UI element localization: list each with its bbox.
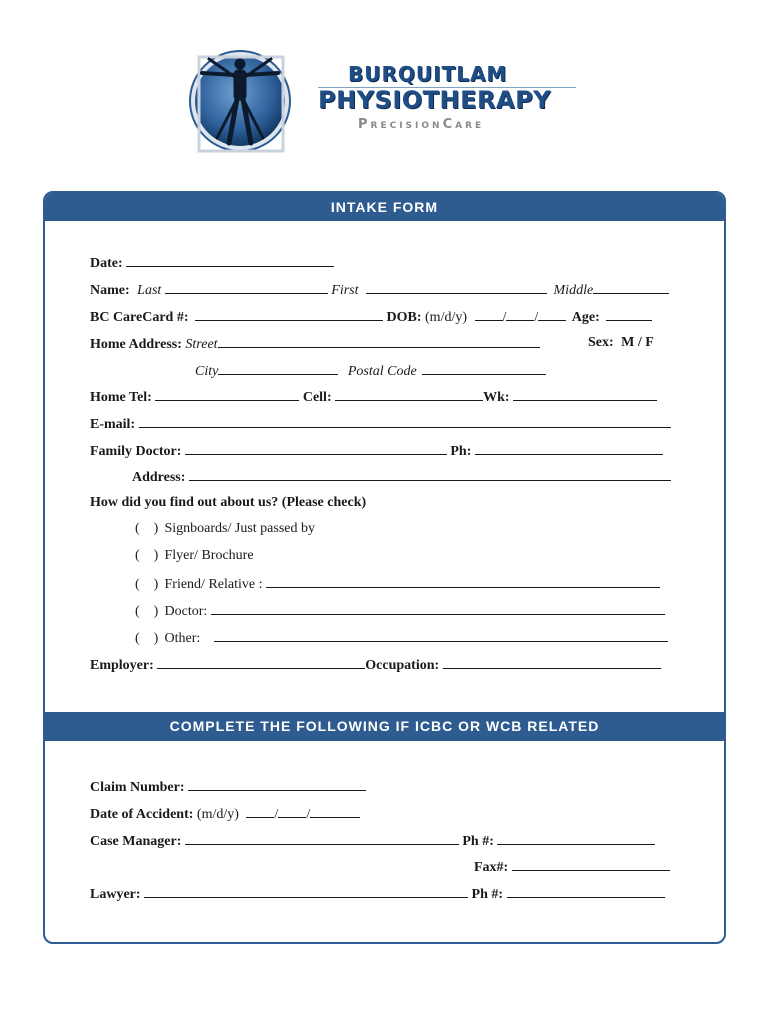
wk-field[interactable] bbox=[513, 388, 657, 401]
case-manager-ph-label: Ph #: bbox=[462, 834, 494, 849]
brand-name-line1: BURQUITLAM bbox=[348, 62, 508, 86]
first-name-label: First bbox=[331, 283, 359, 298]
accident-month-field[interactable] bbox=[246, 805, 274, 818]
form-title: INTAKE FORM bbox=[45, 193, 724, 221]
accident-date-label: Date of Accident: bbox=[90, 807, 194, 822]
occupation-field[interactable] bbox=[443, 656, 661, 669]
brand-tagline: PrecisionCare bbox=[358, 117, 485, 132]
last-name-label: Last bbox=[137, 283, 162, 298]
address-row bbox=[90, 335, 540, 353]
home-tel-label: Home Tel: bbox=[90, 390, 152, 405]
postal-code-label: Postal Code bbox=[347, 364, 417, 379]
case-manager-field[interactable] bbox=[185, 832, 459, 845]
friend-name-field[interactable] bbox=[266, 575, 660, 588]
case-manager-label: Case Manager: bbox=[90, 834, 182, 849]
lawyer-ph-field[interactable] bbox=[507, 885, 665, 898]
other-source-field[interactable] bbox=[214, 629, 668, 642]
checkbox[interactable]: ( ) bbox=[135, 577, 159, 592]
phone-row bbox=[90, 388, 657, 406]
occupation-label: Occupation: bbox=[365, 658, 440, 673]
doctor-address-field[interactable] bbox=[189, 468, 671, 481]
option-label: Friend/ Relative : bbox=[164, 577, 263, 592]
claim-number-label: Claim Number: bbox=[90, 780, 185, 795]
email-row bbox=[90, 415, 671, 433]
street-field[interactable] bbox=[218, 335, 540, 348]
wk-label: Wk: bbox=[483, 390, 510, 405]
referral-question: How did you find out about us? (Please check) bbox=[90, 495, 367, 510]
option-label: Signboards/ Just passed by bbox=[164, 521, 315, 536]
option-label: Other: bbox=[164, 631, 201, 646]
doctor-address-label: Address: bbox=[132, 470, 186, 485]
accident-date-format: (m/d/y) bbox=[196, 807, 239, 822]
middle-name-field[interactable] bbox=[593, 281, 669, 294]
name-label: Name: bbox=[90, 283, 130, 298]
last-name-field[interactable] bbox=[165, 281, 328, 294]
doctor-ph-label: Ph: bbox=[450, 444, 472, 459]
date-row bbox=[90, 254, 334, 272]
city-label: City bbox=[195, 364, 219, 379]
dob-day-field[interactable] bbox=[506, 308, 534, 321]
city-field[interactable] bbox=[218, 362, 338, 375]
dob-year-field[interactable] bbox=[538, 308, 566, 321]
home-address-label: Home Address: bbox=[90, 337, 182, 352]
checkbox[interactable]: ( ) bbox=[135, 521, 159, 536]
referral-option-friend[interactable] bbox=[135, 575, 660, 593]
carecard-field[interactable] bbox=[195, 308, 383, 321]
email-label: E-mail: bbox=[90, 417, 136, 432]
referral-option-signboards[interactable] bbox=[135, 521, 315, 537]
claim-section-title: COMPLETE THE FOLLOWING IF ICBC OR WCB RELATED bbox=[45, 712, 724, 741]
accident-year-field[interactable] bbox=[310, 805, 360, 818]
age-field[interactable] bbox=[606, 308, 652, 321]
case-manager-row bbox=[90, 832, 655, 850]
home-tel-field[interactable] bbox=[155, 388, 299, 401]
cell-label: Cell: bbox=[302, 390, 332, 405]
carecard-row: BC CareCard #: DOB: (m/d/y) / / Age: bbox=[90, 308, 652, 326]
street-label: Street bbox=[185, 337, 218, 352]
date-label: Date: bbox=[90, 256, 123, 271]
brand-name-line2: PHYSIOTHERAPY bbox=[318, 86, 552, 114]
doctor-ph-field[interactable] bbox=[475, 442, 663, 455]
lawyer-field[interactable] bbox=[144, 885, 468, 898]
case-manager-ph-field[interactable] bbox=[497, 832, 655, 845]
vitruvian-man-icon bbox=[187, 43, 297, 155]
sex-row bbox=[588, 335, 654, 351]
dob-format: (m/d/y) bbox=[425, 310, 468, 325]
checkbox[interactable]: ( ) bbox=[135, 604, 159, 619]
middle-name-label: Middle bbox=[553, 283, 594, 298]
name-row bbox=[90, 281, 669, 299]
employment-row bbox=[90, 656, 661, 674]
sex-label: Sex: bbox=[588, 335, 614, 350]
claim-number-row bbox=[90, 778, 366, 796]
age-label: Age: bbox=[571, 310, 600, 325]
option-label: Doctor: bbox=[164, 604, 208, 619]
doctor-address-row bbox=[132, 468, 671, 486]
referral-option-flyer[interactable] bbox=[135, 548, 254, 564]
cell-field[interactable] bbox=[335, 388, 483, 401]
employer-field[interactable] bbox=[157, 656, 365, 669]
sex-options[interactable]: M / F bbox=[621, 335, 654, 350]
accident-day-field[interactable] bbox=[278, 805, 306, 818]
fax-row bbox=[474, 858, 670, 876]
city-row bbox=[195, 362, 546, 380]
employer-label: Employer: bbox=[90, 658, 154, 673]
family-doctor-field[interactable] bbox=[185, 442, 447, 455]
checkbox[interactable]: ( ) bbox=[135, 631, 159, 646]
intake-form bbox=[43, 191, 726, 944]
email-field[interactable] bbox=[139, 415, 671, 428]
checkbox[interactable]: ( ) bbox=[135, 548, 159, 563]
fax-label: Fax#: bbox=[474, 860, 509, 875]
option-label: Flyer/ Brochure bbox=[164, 548, 254, 563]
referral-option-doctor[interactable] bbox=[135, 602, 665, 620]
lawyer-ph-label: Ph #: bbox=[471, 887, 504, 902]
accident-date-row: Date of Accident: (m/d/y) / / bbox=[90, 805, 360, 823]
doctor-row bbox=[90, 442, 663, 460]
claim-number-field[interactable] bbox=[188, 778, 366, 791]
first-name-field[interactable] bbox=[366, 281, 547, 294]
lawyer-label: Lawyer: bbox=[90, 887, 141, 902]
dob-month-field[interactable] bbox=[475, 308, 503, 321]
fax-field[interactable] bbox=[512, 858, 670, 871]
carecard-label: BC CareCard #: bbox=[90, 310, 189, 325]
date-field[interactable] bbox=[126, 254, 334, 267]
family-doctor-label: Family Doctor: bbox=[90, 444, 182, 459]
referring-doctor-field[interactable] bbox=[211, 602, 665, 615]
postal-code-field[interactable] bbox=[422, 362, 546, 375]
lawyer-row bbox=[90, 885, 665, 903]
referral-option-other[interactable] bbox=[135, 629, 668, 647]
dob-label: DOB: bbox=[386, 310, 422, 325]
